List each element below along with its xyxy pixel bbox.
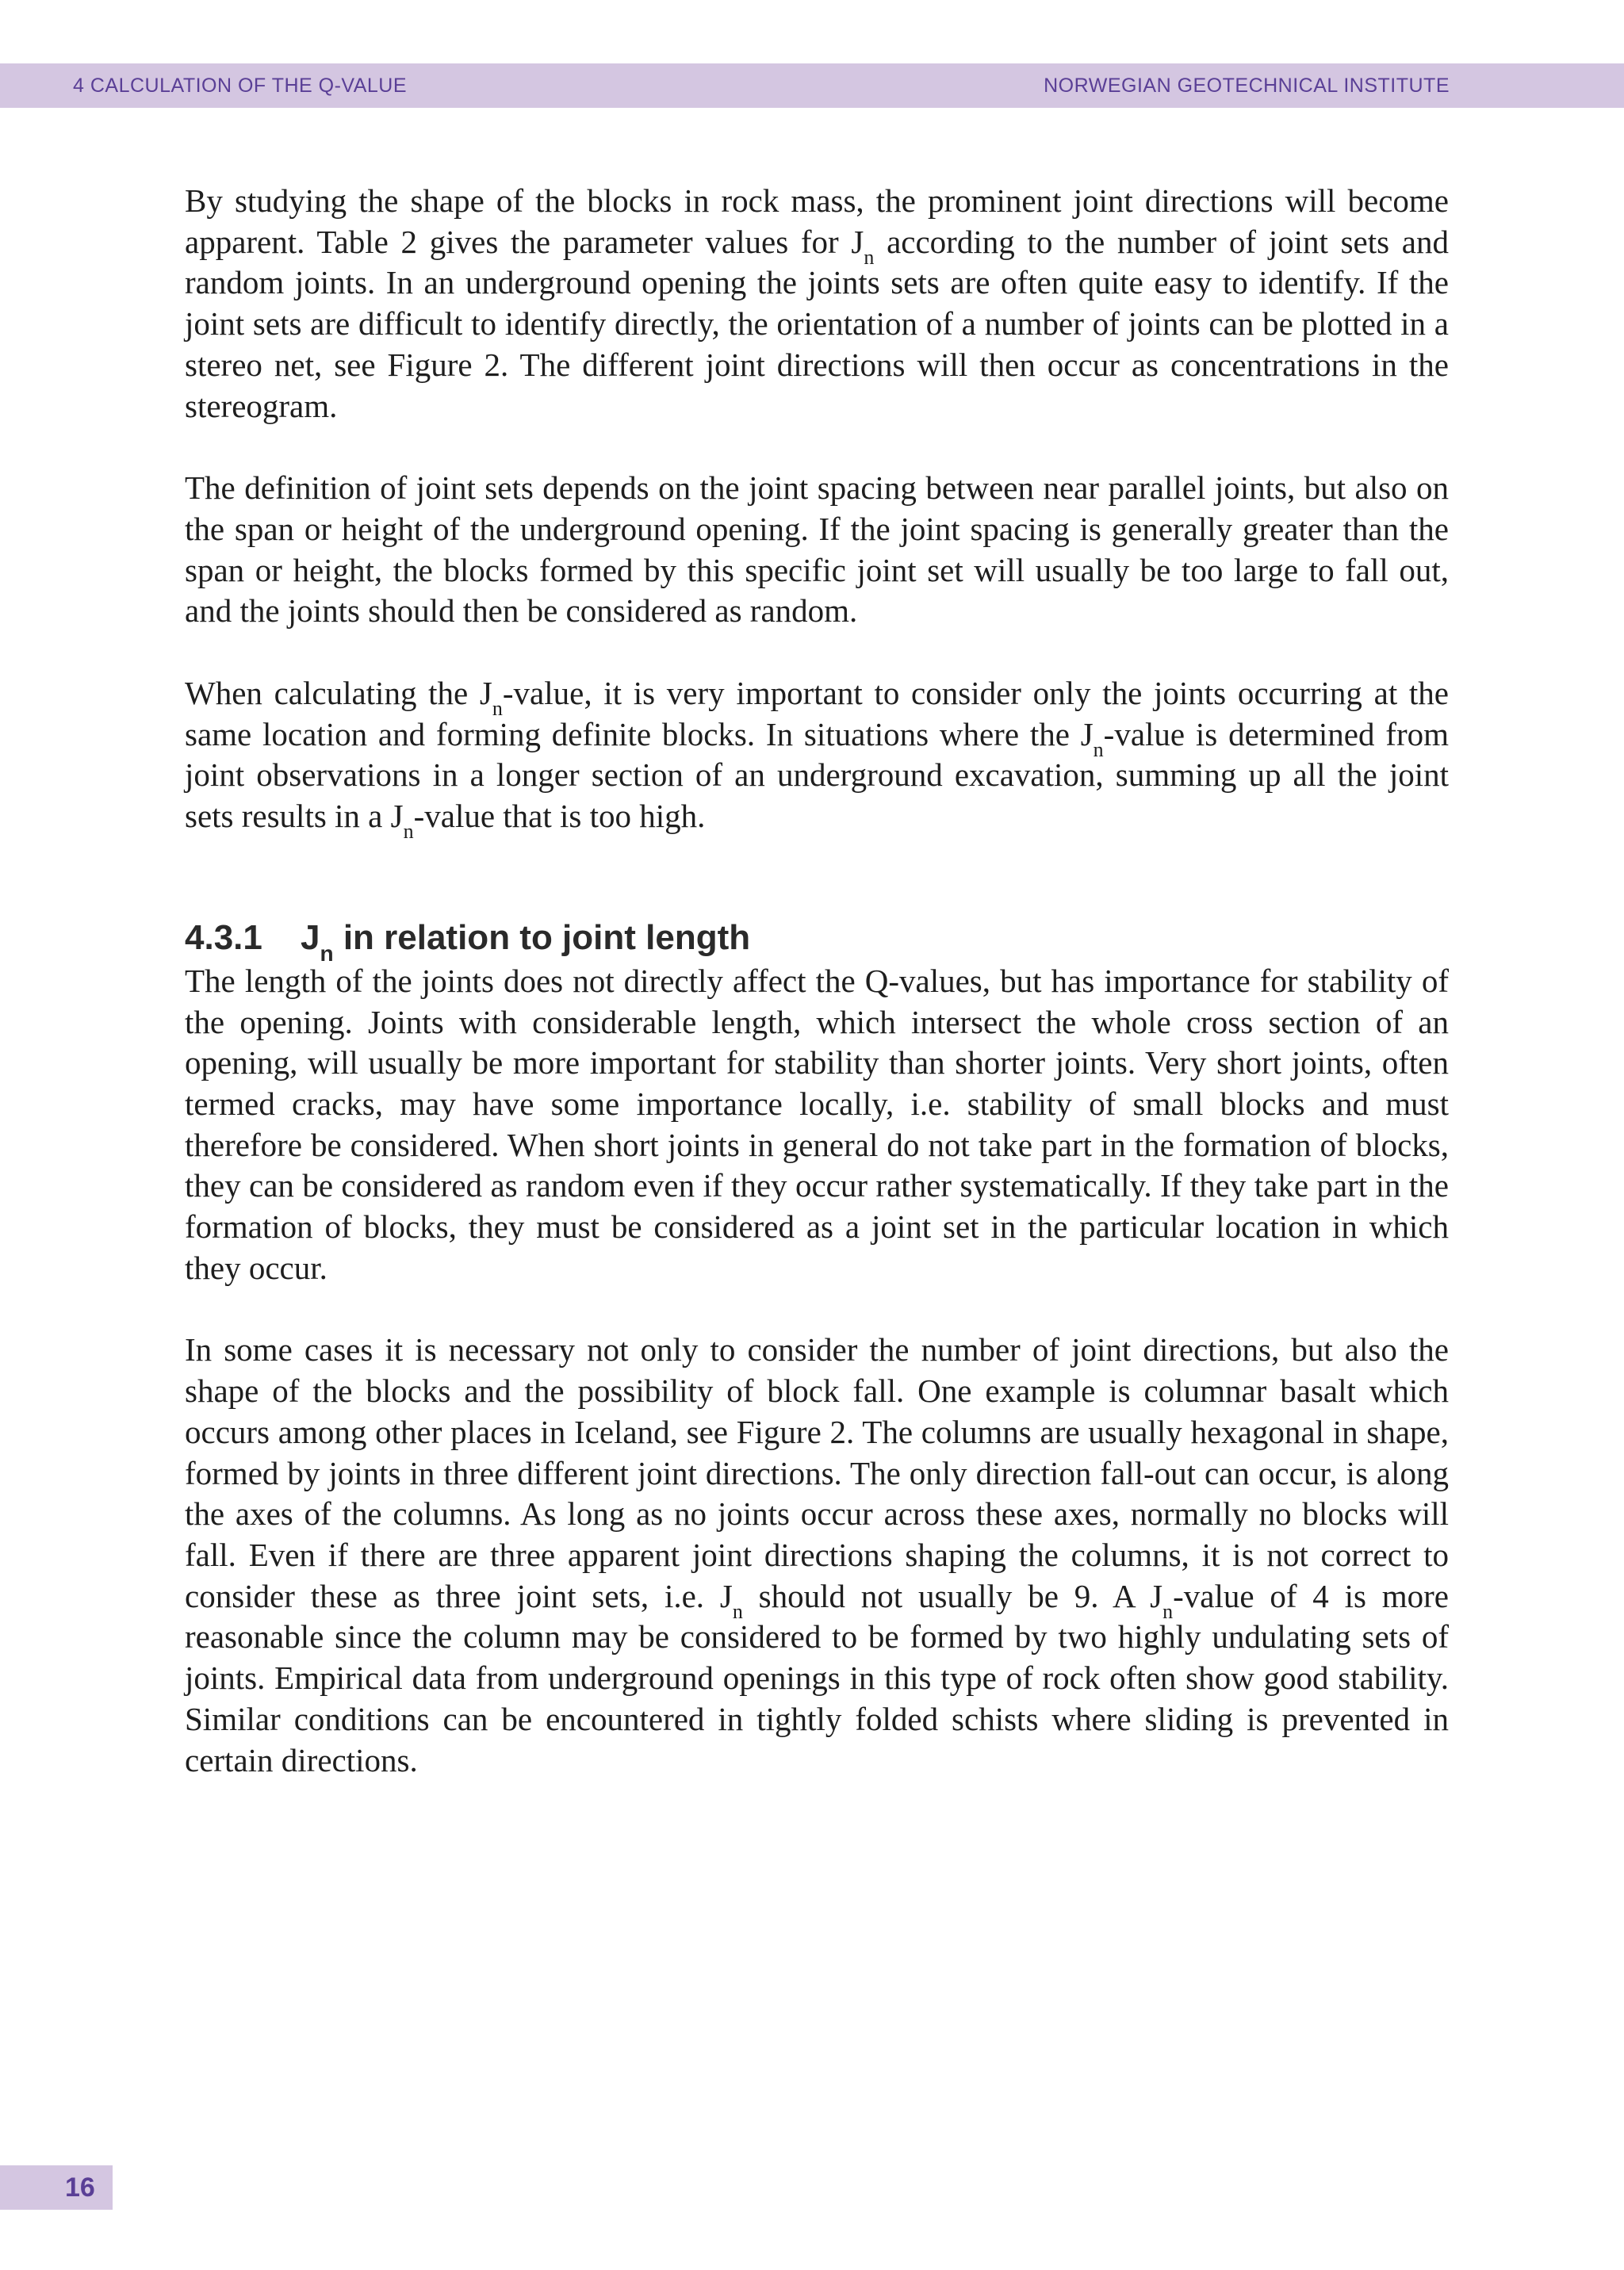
page-number: 16 [65, 2172, 95, 2203]
section-number: 4.3.1 [185, 917, 262, 957]
section-title: in relation to joint length [333, 917, 751, 957]
subscript-n: n [403, 820, 414, 844]
subscript-n: n [864, 245, 875, 269]
subscript-n: n [1093, 737, 1104, 761]
subscript-n: n [492, 697, 503, 721]
subscript-n: n [1162, 1599, 1174, 1623]
paragraph-1: By studying the shape of the blocks in rock mass, the prominent joint directions will become apparent. Table 2 gives the parameter values for $J_n$ according to the number of joint sets and random joints. In an underground opening the joints sets are often quite easy to identify. If the joint sets are difficult to identify directly, the orientation of a number of joints can be plotted in a stereo net, see Figure 2. The different joint directions will then occur as concentrations in the stereogram. [185, 182, 1449, 424]
footer-band [0, 2165, 113, 2210]
subscript-n: n [732, 1599, 743, 1623]
paragraph-2: The definition of joint sets depends on the joint spacing between near parallel joints, but also on the span or height of the underground opening. If the joint spacing is generally greater than the span or height, the blocks formed by this specific joint set will usually be too large to fall out, and the joints should then be considered as random. [185, 469, 1449, 630]
paragraph-5: In some cases it is necessary not only to consider the number of joint directions, but also the shape of the blocks and the possibility of block fall. One example is columnar basalt which occurs among other places in Iceland, see Figure 2. The columns are usually hexagonal in shape, formed by joints in three different joint directions. The only direction fall-out can occur, is along the axes of the columns. As long as no joints occur across these axes, normally no blocks will fall. Even if there are three apparent joint directions shaping the columns, it is not correct to consider these as three joint sets, i.e. $J_n$ should not usually be 9. A $J_n$-value of 4 is more reasonable since the column may be considered to be formed by two highly undulating sets of joints. Empirical data from underground openings in this type of rock often show good stability. Similar conditions can be encountered in tightly folded schists where sliding is prevented in certain directions. [185, 1331, 1449, 1778]
paragraph-3: When calculating the $J_n$-value, it is very important to consider only the joints occurring at the same location and forming definite blocks. In situations where the $J_n$-value is determined from joint observations in a longer section of an underground excavation, summing up all the joint sets results in a $J_n$-value that is too high. [185, 675, 1449, 844]
body-text [185, 181, 1449, 1781]
subscript-n: n [320, 940, 334, 966]
running-header-institute: NORWEGIAN GEOTECHNICAL INSTITUTE [1044, 75, 1450, 97]
running-header-chapter: 4 CALCULATION OF THE Q-VALUE [73, 75, 408, 97]
section-heading: 4.3.1 $J_n$ in relation to joint length [185, 917, 751, 966]
paragraph-4: The length of the joints does not directly affect the Q-values, but has importance for stability of the opening. Joints with considerable length, which intersect the whole cross section of an opening, will usually be more important for stability than shorter joints. Very short joints, often termed cracks, may have some importance locally, i.e. stability of small blocks and must therefore be considered. When short joints in general do not take part in the formation of blocks, they can be considered as random even if they occur rather systematically. If they take part in the formation of blocks, they must be considered as a joint set in the particular location in which they occur. [185, 962, 1449, 1286]
